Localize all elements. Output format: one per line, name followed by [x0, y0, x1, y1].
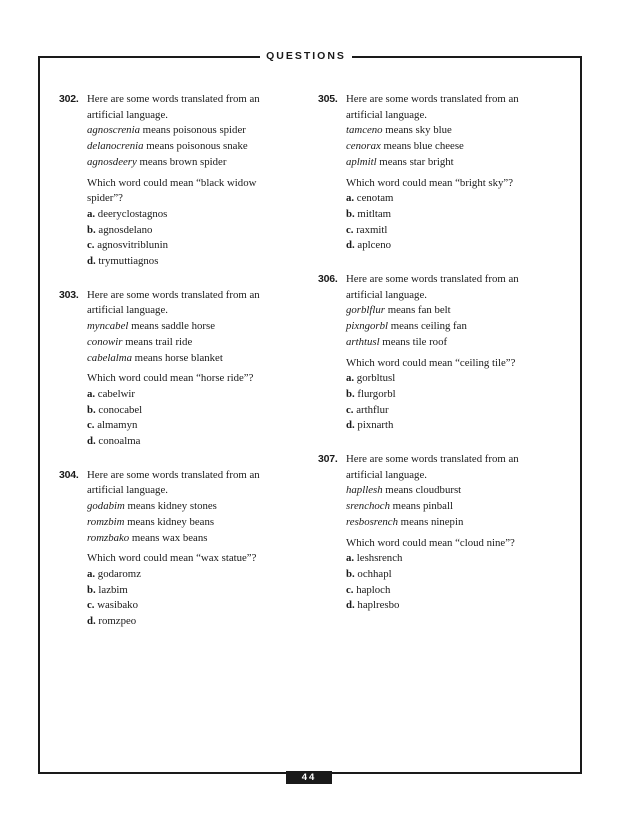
option-letter: c. — [346, 583, 354, 596]
option-letter: b. — [87, 583, 96, 596]
answer-option-a[interactable] — [87, 207, 299, 223]
example-term: hapllesh — [346, 484, 383, 497]
example-term: srenchoch — [346, 500, 390, 513]
right-column — [318, 92, 558, 632]
option-text: aplceno — [354, 239, 391, 252]
frame-left-border — [38, 56, 40, 774]
example-line — [346, 515, 558, 531]
header-rule-right — [352, 56, 582, 58]
answer-option-a[interactable] — [346, 551, 558, 567]
question-number: 306. — [318, 273, 338, 286]
question-intro: Here are some words translated from an — [87, 93, 260, 105]
option-letter: b. — [87, 403, 96, 416]
example-meaning: means kidney beans — [124, 515, 215, 528]
question-intro-cont: artificial language. — [346, 468, 427, 481]
question-303 — [59, 288, 299, 450]
example-line — [87, 531, 299, 547]
example-meaning: means star bright — [376, 155, 454, 168]
question-intro-cont: artificial language. — [346, 108, 427, 121]
example-term: arthtusl — [346, 335, 380, 348]
example-meaning: means sky blue — [382, 124, 452, 137]
option-letter: d. — [87, 435, 96, 448]
question-number: 302. — [59, 93, 79, 105]
question-intro: Here are some words translated from an — [346, 273, 519, 286]
example-term: myncabel — [87, 320, 129, 333]
example-line — [87, 351, 299, 367]
frame-right-border — [580, 56, 582, 774]
question-302 — [59, 92, 299, 270]
example-meaning: means poisonous snake — [143, 140, 248, 153]
answer-option-d[interactable] — [87, 434, 299, 450]
example-meaning: means blue cheese — [380, 140, 464, 153]
option-letter: b. — [346, 387, 355, 400]
answer-option-c[interactable] — [346, 223, 558, 239]
answer-option-d[interactable] — [346, 598, 558, 614]
question-intro: Here are some words translated from an — [346, 453, 519, 466]
example-meaning: means trail ride — [122, 335, 193, 348]
example-meaning: means fan belt — [385, 304, 451, 317]
answer-option-b[interactable] — [87, 223, 299, 239]
answer-option-d[interactable] — [346, 418, 558, 434]
option-text: arthflur — [353, 403, 389, 416]
option-text: agnosdelano — [95, 223, 153, 236]
answer-option-c[interactable] — [87, 238, 299, 254]
example-line — [87, 319, 299, 335]
example-line — [346, 155, 558, 171]
option-letter: a. — [346, 552, 355, 565]
question-number: 304. — [59, 468, 79, 481]
question-prompt-cont: spider”? — [87, 192, 123, 205]
example-line — [87, 155, 299, 171]
option-text: gorbltusl — [354, 372, 396, 385]
example-meaning: means brown spider — [136, 155, 227, 168]
answer-option-d[interactable] — [346, 238, 558, 254]
answer-option-c[interactable] — [346, 403, 558, 419]
option-text: raxmitl — [353, 223, 388, 236]
question-intro: Here are some words translated from an — [346, 93, 519, 105]
example-term: pixngorbl — [346, 320, 388, 333]
example-line — [87, 515, 299, 531]
example-line — [87, 139, 299, 155]
example-term: cabelalma — [87, 351, 132, 364]
question-prompt: Which word could mean “wax statue”? — [87, 552, 257, 565]
example-term: cenorax — [346, 140, 381, 153]
question-305 — [318, 92, 558, 254]
answer-option-b[interactable] — [87, 403, 299, 419]
option-text: godaromz — [95, 567, 141, 580]
example-meaning: means pinball — [389, 500, 453, 513]
answer-option-b[interactable] — [346, 207, 558, 223]
example-line — [346, 483, 558, 499]
example-term: agnoscrenia — [87, 124, 140, 137]
example-meaning: means saddle horse — [128, 320, 216, 333]
answer-option-b[interactable] — [87, 583, 299, 599]
example-term: romzbim — [87, 515, 125, 528]
answer-option-a[interactable] — [346, 191, 558, 207]
example-line — [87, 335, 299, 351]
example-term: godabim — [87, 500, 125, 513]
option-text: pixnarth — [354, 419, 394, 432]
answer-option-c[interactable] — [346, 583, 558, 599]
option-text: cenotam — [354, 192, 394, 205]
example-term: agnosdeery — [87, 155, 137, 168]
question-prompt: Which word could mean “bright sky”? — [346, 176, 513, 189]
example-meaning: means ceiling fan — [388, 320, 467, 333]
answer-option-c[interactable] — [87, 598, 299, 614]
option-letter: b. — [346, 567, 355, 580]
option-text: ochhapl — [354, 567, 392, 580]
example-meaning: means horse blanket — [131, 351, 223, 364]
example-meaning: means cloudburst — [382, 484, 462, 497]
option-text: conocabel — [95, 403, 143, 416]
question-306 — [318, 272, 558, 434]
option-letter: c. — [87, 419, 95, 432]
option-text: haploch — [353, 583, 391, 596]
option-text: trymuttiagnos — [95, 255, 159, 268]
question-prompt: Which word could mean “ceiling tile”? — [346, 356, 516, 369]
option-letter: d. — [87, 615, 96, 628]
example-meaning: means kidney stones — [124, 500, 217, 513]
example-meaning: means ninepin — [397, 515, 464, 528]
option-letter: c. — [346, 223, 354, 236]
option-letter: d. — [346, 599, 355, 612]
option-text: romzpeo — [95, 615, 137, 628]
option-letter: d. — [346, 419, 355, 432]
question-intro-cont: artificial language. — [87, 108, 168, 121]
answer-option-d[interactable] — [87, 254, 299, 270]
option-letter: b. — [346, 207, 355, 220]
option-text: cabelwir — [95, 387, 135, 400]
example-line — [346, 123, 558, 139]
left-column — [59, 92, 299, 648]
example-term: gorblflur — [346, 304, 385, 317]
option-text: leshsrench — [354, 552, 403, 565]
option-letter: c. — [346, 403, 354, 416]
question-304 — [59, 468, 299, 630]
answer-option-b[interactable] — [346, 567, 558, 583]
section-header: QUESTIONS — [266, 50, 346, 62]
example-line — [346, 335, 558, 351]
page-number: 44 — [286, 771, 332, 784]
example-line — [346, 139, 558, 155]
option-text: haplresbo — [354, 599, 400, 612]
answer-option-d[interactable] — [87, 614, 299, 630]
question-intro: Here are some words translated from an — [87, 468, 260, 481]
answer-option-a[interactable] — [87, 387, 299, 403]
option-letter: d. — [346, 239, 355, 252]
option-text: flurgorbl — [354, 387, 396, 400]
answer-option-b[interactable] — [346, 387, 558, 403]
question-number: 303. — [59, 288, 79, 301]
question-307 — [318, 452, 558, 614]
question-prompt: Which word could mean “black widow — [87, 176, 257, 189]
example-line — [87, 499, 299, 515]
option-text: wasibako — [94, 599, 138, 612]
example-term: conowir — [87, 335, 123, 348]
question-number: 305. — [318, 93, 338, 105]
option-letter: a. — [87, 387, 96, 400]
example-line — [87, 123, 299, 139]
question-prompt: Which word could mean “horse ride”? — [87, 372, 254, 385]
option-letter: a. — [346, 372, 355, 385]
question-prompt: Which word could mean “cloud nine”? — [346, 536, 515, 549]
answer-option-c[interactable] — [87, 418, 299, 434]
option-text: mitltam — [354, 207, 392, 220]
example-term: delanocrenia — [87, 140, 144, 153]
example-term: aplmitl — [346, 155, 377, 168]
example-term: tamceno — [346, 124, 383, 137]
option-letter: a. — [87, 567, 96, 580]
option-text: lazbim — [95, 583, 128, 596]
question-intro-cont: artificial language. — [346, 288, 427, 301]
option-text: almamyn — [94, 419, 138, 432]
header-rule-left — [38, 56, 260, 58]
option-letter: b. — [87, 223, 96, 236]
question-intro-cont: artificial language. — [87, 304, 168, 317]
example-meaning: means tile roof — [379, 335, 448, 348]
question-intro: Here are some words translated from an — [87, 288, 260, 301]
answer-option-a[interactable] — [346, 371, 558, 387]
example-line — [346, 499, 558, 515]
example-meaning: means poisonous spider — [139, 124, 246, 137]
answer-option-a[interactable] — [87, 567, 299, 583]
option-letter: d. — [87, 255, 96, 268]
question-number: 307. — [318, 453, 338, 466]
option-text: deeryclostagnos — [95, 207, 168, 220]
option-letter: c. — [87, 599, 95, 612]
example-line — [346, 303, 558, 319]
question-intro-cont: artificial language. — [87, 484, 168, 497]
example-term: romzbako — [87, 531, 130, 544]
example-meaning: means wax beans — [129, 531, 208, 544]
option-text: agnosvitriblunin — [94, 239, 168, 252]
option-letter: a. — [87, 207, 96, 220]
option-letter: a. — [346, 192, 355, 205]
option-letter: c. — [87, 239, 95, 252]
example-line — [346, 319, 558, 335]
option-text: conoalma — [95, 435, 141, 448]
example-term: resbosrench — [346, 515, 398, 528]
